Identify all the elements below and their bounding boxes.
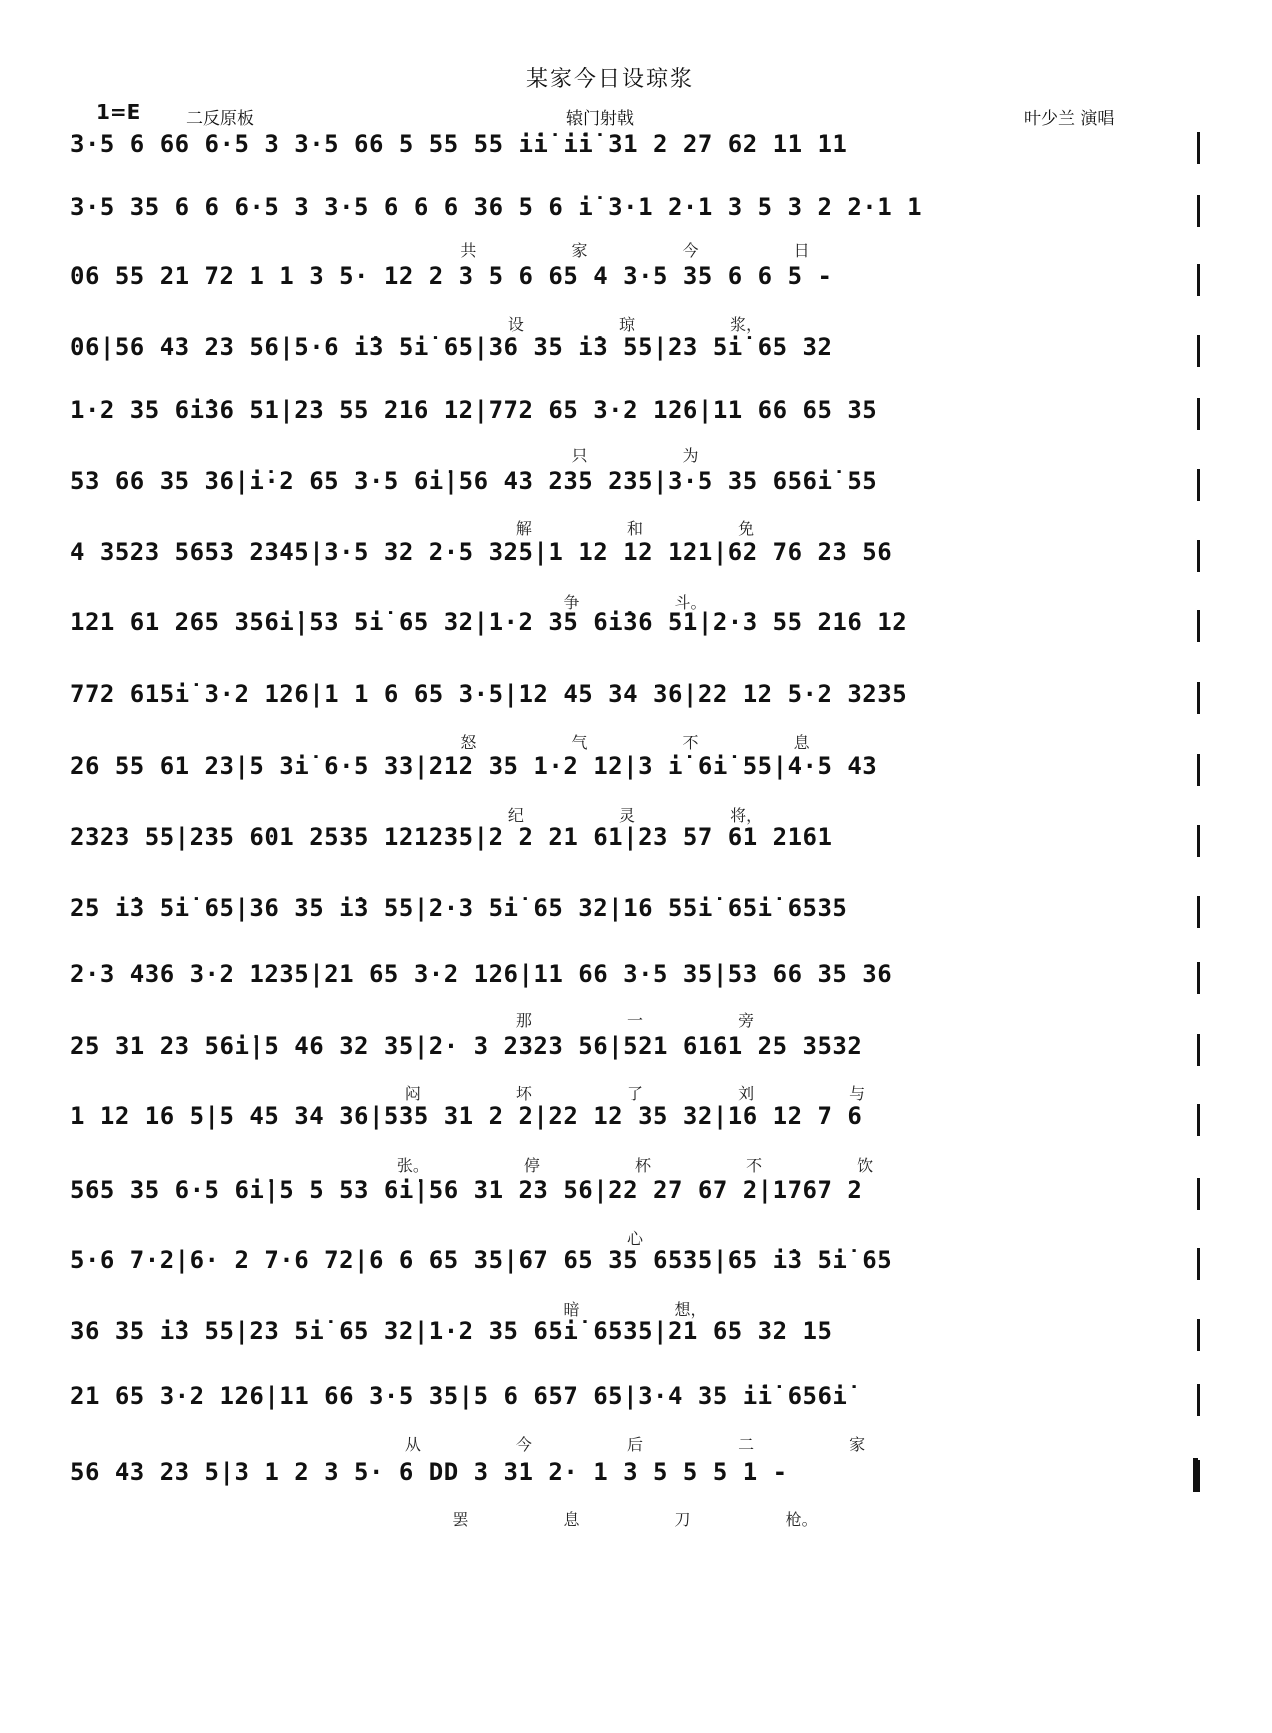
barline: [1197, 1384, 1200, 1416]
barline: [1197, 1319, 1200, 1351]
notation-row: [70, 1032, 1200, 1072]
barline: [1197, 1104, 1200, 1136]
lyric-line: 解 和 免: [515, 519, 755, 538]
notation-row: [70, 752, 1200, 792]
barline: [1197, 1248, 1200, 1280]
notation-row: [70, 396, 1200, 436]
lyric-line: 闷 坏 了 刘 与: [404, 1084, 866, 1103]
final-barline: [1193, 1458, 1198, 1492]
barline: [1197, 682, 1200, 714]
jianpu-notes: 121 61 265 356i̇|53 5i̇ 65 32|1·2 35 6i̇36 51|2·3 55 216 12: [70, 608, 908, 636]
notation-row: [70, 608, 1200, 648]
notation-row: [70, 538, 1200, 578]
notation-row: [70, 1246, 1200, 1286]
score-title: 某家今日设琼浆: [525, 67, 694, 92]
jianpu-notes: 25 31 23 56i̇|5 46 32 35|2· 3 2323 56|521 6161 25 3532: [70, 1032, 863, 1060]
lyric-line: 只 为: [571, 446, 699, 465]
jianpu-notes: 2323 55|235 601 2535 121235|2 2 21 61|23 57 61 2161: [70, 823, 833, 851]
notation-row: [70, 467, 1200, 507]
jianpu-notes: 06|56 43 23 56|5·6 i̇3 5i̇ 65|36 35 i̇3 55|23 5i̇ 65 32: [70, 333, 833, 361]
notation-row: [70, 1382, 1200, 1422]
jianpu-notes: 06 55 21 72 1 1 3 5· 12 2 3 5 6 65 4 3·5 35 6 6 5 -: [70, 262, 833, 290]
lyric-line: 怒 气 不 息: [460, 733, 810, 752]
jianpu-notes: 772 615i̇ 3·2 126|1 1 6 65 3·5|12 45 34 36|22 12 5·2 3235: [70, 680, 908, 708]
notation-row: [70, 680, 1200, 720]
lyric-line: 心: [626, 1229, 643, 1248]
barline: [1197, 132, 1200, 164]
notation-row: [70, 894, 1200, 934]
notation-row: [70, 1102, 1200, 1142]
notation-row: [70, 333, 1200, 373]
notation-row: [70, 262, 1200, 302]
barline: [1197, 962, 1200, 994]
barline: [1197, 195, 1200, 227]
lyric-line: 罢 息 刀 枪。: [452, 1510, 818, 1529]
barline: [1197, 1178, 1200, 1210]
lyric-line: 张。 停 杯 不 饮: [396, 1156, 874, 1175]
lyric-line: 共 家 今 日: [460, 241, 810, 260]
jianpu-notes: 4 3523 5653 2345|3·5 32 2·5 325|1 12 12 121|62 76 23 56: [70, 538, 893, 566]
lyric-line: 纪 灵 将，: [507, 806, 763, 825]
jianpu-notes: 53 66 35 36|i̇·2 65 3·5 6i̇|56 43 235 235|3·5 35 656i̇ 55: [70, 467, 878, 495]
jianpu-notes: 3·5 35 6 6 6·5 3 3·5 6 6 6 36 5 6 i̇ 3·1 2·1 3 5 3 2 2·1 1: [70, 193, 923, 221]
jianpu-notes: 26 55 61 23|5 3i̇ 6·5 33|212 35 1·2 12|3 i̇ 6i̇ 55|4·5 43: [70, 752, 878, 780]
barline: [1197, 335, 1200, 367]
key-signature: 1=E: [96, 100, 141, 124]
notation-row: [70, 193, 1200, 233]
barline: [1197, 896, 1200, 928]
jianpu-notes: 3·5 6 66 6·5 3 3·5 66 5 55 55 i̇i̇ i̇i̇ 31 2 27 62 11 11: [70, 130, 848, 158]
barline: [1197, 825, 1200, 857]
notation-row: [70, 960, 1200, 1000]
barline: [1197, 398, 1200, 430]
jianpu-notes: 36 35 i̇3 55|23 5i̇ 65 32|1·2 35 65i̇ 6535|21 65 32 15: [70, 1317, 833, 1345]
notation-row: [70, 1458, 1200, 1498]
notation-row: [70, 1176, 1200, 1216]
lyric-line: 那 一 旁: [515, 1011, 755, 1030]
jianpu-notes: 56 43 23 5|3 1 2 3 5· 6 DD 3 31 2· 1 3 5 5 5 1 -: [70, 1458, 788, 1486]
barline: [1197, 754, 1200, 786]
lyric-line: 从 今 后 二 家: [404, 1435, 866, 1454]
jianpu-notes: 1·2 35 6i̇36 51|23 55 216 12|772 65 3·2 126|11 66 65 35: [70, 396, 878, 424]
notation-row: [70, 130, 1200, 170]
jianpu-notes: 5·6 7·2|6· 2 7·6 72|6 6 65 35|67 65 35 6535|65 i̇3 5i̇ 65: [70, 1246, 893, 1274]
jianpu-notes: 21 65 3·2 126|11 66 3·5 35|5 6 657 65|3·4 35 i̇i̇ 656i̇: [70, 1382, 848, 1410]
notation-row: [70, 823, 1200, 863]
lyric-line: 设 琼 浆，: [507, 315, 763, 334]
barline: [1197, 610, 1200, 642]
lyric-line: 争 斗。: [563, 593, 707, 612]
opera-source: 辕门射戟: [566, 109, 634, 129]
barline: [1197, 264, 1200, 296]
lyric-line: 暗 想，: [563, 1300, 707, 1319]
jianpu-notes: 565 35 6·5 6i̇|5 5 53 6i̇|56 31 23 56|22 27 67 2|1767 2: [70, 1176, 863, 1204]
jianpu-notes: 1 12 16 5|5 45 34 36|535 31 2 2|22 12 35 32|16 12 7 6: [70, 1102, 863, 1130]
barline: [1197, 540, 1200, 572]
barline: [1197, 469, 1200, 501]
jianpu-notes: 2·3 436 3·2 1235|21 65 3·2 126|11 66 3·5 35|53 66 35 36: [70, 960, 893, 988]
singer-credit: 叶少兰 演唱: [1024, 109, 1115, 129]
barline: [1197, 1034, 1200, 1066]
tempo-mode: 二反原板: [186, 109, 254, 129]
notation-row: [70, 1317, 1200, 1357]
jianpu-notes: 25 i̇3 5i̇ 65|36 35 i̇3 55|2·3 5i̇ 65 32|16 55i̇ 65i̇ 6535: [70, 894, 848, 922]
